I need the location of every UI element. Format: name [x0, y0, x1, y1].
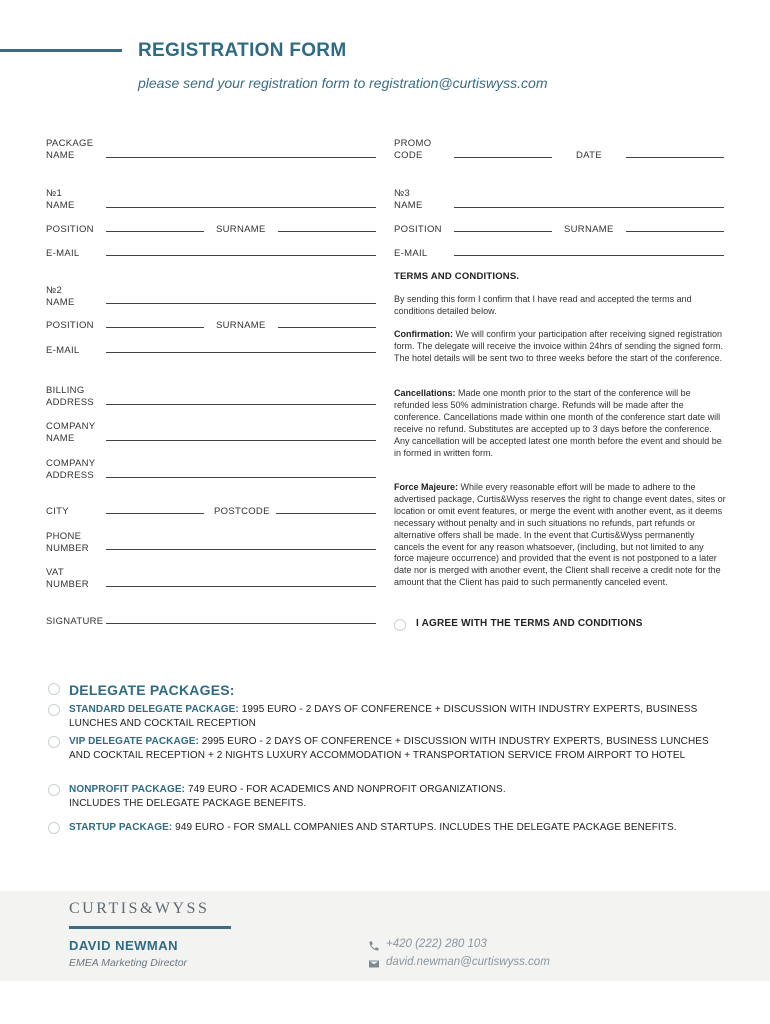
- title-rule: [0, 49, 122, 52]
- date-field[interactable]: [626, 157, 724, 158]
- confirmation-label: Confirmation:: [394, 329, 453, 339]
- startup-package-name: STARTUP PACKAGE:: [69, 822, 173, 833]
- delegate2-position-label: POSITION: [46, 320, 94, 331]
- delegate2-email-field[interactable]: [106, 352, 376, 353]
- delegate3-position-field[interactable]: [454, 231, 552, 232]
- confirmation-text: We will confirm your participation after receiving signed registration form. The delegate will receive the invoice within 24hrs of sending the signed form. The hotel details will be sent two to three weeks before the start of the conference.: [394, 329, 724, 363]
- delegate2-email-label: E-MAIL: [46, 345, 80, 356]
- date-label: DATE: [576, 150, 602, 161]
- startup-package-radio[interactable]: [48, 822, 60, 834]
- delegate2-position-field[interactable]: [106, 327, 204, 328]
- company-name-label: COMPANY NAME: [46, 421, 96, 444]
- phone-number-label: PHONE NUMBER: [46, 531, 89, 554]
- packages-heading-radio[interactable]: [48, 683, 60, 695]
- mail-icon: [368, 958, 380, 970]
- cancellations-label: Cancellations:: [394, 388, 456, 398]
- vip-package-radio[interactable]: [48, 736, 60, 748]
- startup-package: [69, 821, 729, 835]
- contact-email[interactable]: david.newman@curtiswyss.com: [386, 956, 550, 968]
- contact-role: EMEA Marketing Director: [69, 957, 188, 969]
- delegate1-position-field[interactable]: [106, 231, 204, 232]
- standard-package-radio[interactable]: [48, 704, 60, 716]
- terms-confirmation: [394, 329, 726, 365]
- billing-address-label: BILLING ADDRESS: [46, 385, 95, 408]
- contact-name: DAVID NEWMAN: [69, 938, 179, 953]
- delegate3-name-label: №3 NAME: [394, 188, 423, 211]
- delegate2-surname-label: SURNAME: [216, 320, 266, 331]
- delegate3-surname-label: SURNAME: [564, 224, 614, 235]
- company-name-field[interactable]: [106, 440, 376, 441]
- nonprofit-package: [69, 783, 729, 810]
- delegate1-name-field[interactable]: [106, 207, 376, 208]
- phone-number-field[interactable]: [106, 549, 376, 550]
- brand-rule: [69, 926, 231, 929]
- vip-package: [69, 735, 729, 762]
- terms-intro: By sending this form I confirm that I have read and accepted the terms and conditions detailed below.: [394, 294, 692, 316]
- delegate1-email-field[interactable]: [106, 255, 376, 256]
- vip-package-name: VIP DELEGATE PACKAGE:: [69, 736, 199, 747]
- promo-code-field[interactable]: [454, 157, 552, 158]
- delegate3-email-label: E-MAIL: [394, 248, 428, 259]
- force-majeure-label: Force Majeure:: [394, 482, 459, 492]
- page-subtitle: please send your registration form to registration@curtiswyss.com: [138, 75, 548, 91]
- nonprofit-package-radio[interactable]: [48, 784, 60, 796]
- agree-terms-label: I AGREE WITH THE TERMS AND CONDITIONS: [416, 618, 643, 629]
- delegate1-surname-label: SURNAME: [216, 224, 266, 235]
- page-title: REGISTRATION FORM: [138, 40, 347, 61]
- package-name-label: PACKAGE NAME: [46, 138, 94, 161]
- delegate3-name-field[interactable]: [454, 207, 724, 208]
- terms-force-majeure: [394, 482, 726, 589]
- delegate3-email-field[interactable]: [454, 255, 724, 256]
- signature-field[interactable]: [106, 623, 376, 624]
- postcode-label: POSTCODE: [214, 506, 270, 517]
- billing-address-field[interactable]: [106, 404, 376, 405]
- delegate2-surname-field[interactable]: [278, 327, 376, 328]
- contact-phone[interactable]: +420 (222) 280 103: [386, 938, 487, 950]
- force-majeure-text: While every reasonable effort will be made to adhere to the advertised package, Curtis&Wyss reserves the right to change event dates, sites or location or omit event features, or merge the event with another event, as it deems necessary without penalty and in such situations no refunds, part refunds or alternative offers shall be made. In the event that Curtis&Wyss permanently cancels the event for any reason whatsoever, (including, but not limited to any force majeure occurrence) and provided that the event is not postponed to a later date nor is merged with another event, the Client shall receive a credit note for the amount that the Client has paid to such permanently canceled event.: [394, 482, 726, 588]
- delegate1-name-label: №1 NAME: [46, 188, 75, 211]
- delegate2-name-field[interactable]: [106, 303, 376, 304]
- signature-label: SIGNATURE: [46, 616, 104, 627]
- packages-heading: DELEGATE PACKAGES:: [69, 682, 235, 698]
- nonprofit-package-desc2: INCLUDES THE DELEGATE PACKAGE BENEFITS.: [69, 797, 307, 809]
- cancellations-text: Made one month prior to the start of the conference will be refunded less 50% administration charge. Refunds will be made after the conference. Cancellations made within one month of the conference start date will receive no refund. Substitutes are accepted up to 3 days before the conference. Any cancellation will be accepted latest one month before the event and should be in formed in written form.: [394, 388, 722, 458]
- agree-terms-checkbox[interactable]: [394, 619, 406, 631]
- standard-package: [69, 703, 729, 730]
- delegate2-name-label: №2 NAME: [46, 285, 75, 308]
- promo-code-label: PROMO CODE: [394, 138, 432, 161]
- delegate1-position-label: POSITION: [46, 224, 94, 235]
- postcode-field[interactable]: [276, 513, 376, 514]
- package-name-field[interactable]: [106, 157, 376, 158]
- delegate3-position-label: POSITION: [394, 224, 442, 235]
- phone-icon: [368, 940, 380, 952]
- company-address-field[interactable]: [106, 477, 376, 478]
- vat-number-field[interactable]: [106, 586, 376, 587]
- delegate3-surname-field[interactable]: [626, 231, 724, 232]
- delegate1-surname-field[interactable]: [278, 231, 376, 232]
- city-label: CITY: [46, 506, 69, 517]
- standard-package-desc: 1995 EURO - 2 DAYS OF CONFERENCE + DISCUSSION WITH INDUSTRY EXPERTS, BUSINESS LUNCHES AND COCKTAIL RECEPTION: [69, 704, 698, 729]
- standard-package-name: STANDARD DELEGATE PACKAGE:: [69, 704, 239, 715]
- delegate1-email-label: E-MAIL: [46, 248, 80, 259]
- terms-cancellations: [394, 388, 726, 459]
- terms-heading: TERMS AND CONDITIONS.: [394, 271, 520, 282]
- company-address-label: COMPANY ADDRESS: [46, 458, 96, 481]
- nonprofit-package-name: NONPROFIT PACKAGE:: [69, 784, 186, 795]
- startup-package-desc: 949 EURO - FOR SMALL COMPANIES AND STARTUPS. INCLUDES THE DELEGATE PACKAGE BENEFITS.: [172, 822, 677, 833]
- vat-number-label: VAT NUMBER: [46, 567, 89, 590]
- nonprofit-package-desc: 749 EURO - FOR ACADEMICS AND NONPROFIT ORGANIZATIONS.: [185, 784, 506, 795]
- vip-package-desc: 2995 EURO - 2 DAYS OF CONFERENCE + DISCUSSION WITH INDUSTRY EXPERTS, BUSINESS LUNCHES AND COCKTAIL RECEPTION + 2 NIGHTS LUXURY ACCOMMODATION + TRANSPORTATION SERVICE FROM AIRPORT TO HOTEL: [69, 736, 709, 761]
- brand-logo: CURTIS&WYSS: [69, 900, 210, 917]
- city-field[interactable]: [106, 513, 204, 514]
